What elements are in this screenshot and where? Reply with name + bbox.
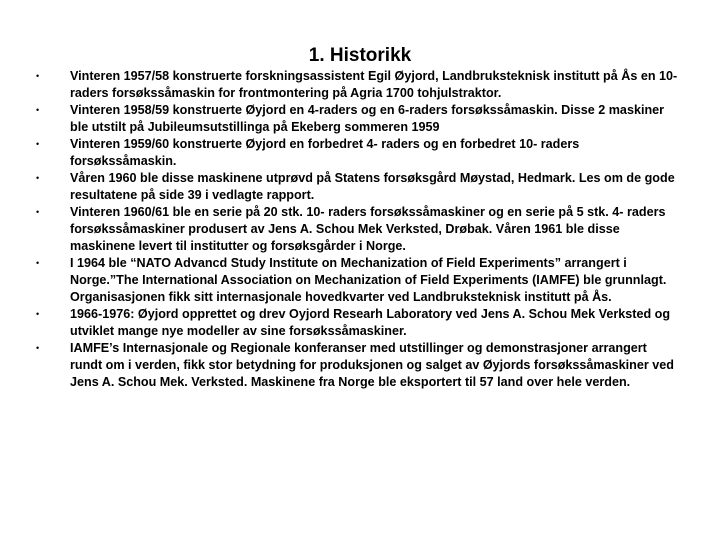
- bullet-item: [0, 170, 720, 204]
- bullet-item: [0, 102, 720, 136]
- bullet-item: [0, 136, 720, 170]
- bullet-text: Vinteren 1959/60 konstruerte Øyjord en forbedret 4- raders og en forbedret 10- raders forsøkssåmaskin.: [70, 137, 580, 168]
- bullet-marker: •: [36, 173, 40, 183]
- bullet-text: Vinteren 1957/58 konstruerte forskningsassistent Egil Øyjord, Landbruksteknisk institutt på Ås en 10-raders forsøkssåmaskin for frontmontering på Agria 1700 tohjulstraktor.: [70, 69, 678, 100]
- bullet-text: I 1964 ble “NATO Advancd Study Institute on Mechanization of Field Experiments” arrangert i Norge.”The International Association on Mechanization of Field Experiments (IAMFE) ble grunnlagt. Organisasjonen fikk sitt internasjonale hovedkvarter ved Landbruksteknisk institutt på Ås.: [70, 256, 667, 304]
- bullet-marker: •: [36, 258, 40, 268]
- bullet-text: 1966-1976: Øyjord opprettet og drev Oyjord Researh Laboratory ved Jens A. Schou Mek Verksted og utviklet mange nye modeller av sine forsøkssåmaskiner.: [70, 307, 671, 338]
- slide-title: 1. Historikk: [308, 44, 412, 66]
- bullet-marker: •: [36, 309, 40, 319]
- bullet-marker: •: [36, 343, 40, 353]
- bullet-item: [0, 306, 720, 340]
- bullet-marker: •: [36, 207, 40, 217]
- bullet-marker: •: [36, 105, 40, 115]
- bullet-marker: •: [36, 139, 40, 149]
- bullet-item: [0, 340, 720, 391]
- bullet-text: IAMFE’s Internasjonale og Regionale konferanser med utstillinger og demonstrasjoner arrangert rundt om i verden, fikk stor betydning for produksjonen og salget av Øyjords forsøkssåmaskiner ved Jens A. Schou Mek. Verksted. Maskinene fra Norge ble eksportert til 57 land over hele verden.: [70, 341, 674, 389]
- bullet-item: [0, 68, 720, 102]
- bullet-marker: •: [36, 71, 40, 81]
- bullet-item: [0, 255, 720, 306]
- bullet-text: Vinteren 1960/61 ble en serie på 20 stk. 10- raders forsøkssåmaskiner og en serie på 5 stk. 4- raders forsøkssåmaskiner produsert av Jens A. Schou Mek Verksted, Drøbak. Våren 1961 ble disse maskinene levert til institutter og forsøksgårder i Norge.: [70, 205, 666, 253]
- bullet-text: Våren 1960 ble disse maskinene utprøvd på Statens forsøksgård Møystad, Hedmark. Les om de gode resultatene på side 39 i vedlagte rapport.: [70, 171, 675, 202]
- bullet-list: [0, 68, 720, 391]
- bullet-item: [0, 204, 720, 255]
- bullet-text: Vinteren 1958/59 konstruerte Øyjord en 4-raders og en 6-raders forsøkssåmaskin. Disse 2 maskiner ble utstilt på Jubileumsutstillinga på Ekeberg sommeren 1959: [70, 103, 665, 134]
